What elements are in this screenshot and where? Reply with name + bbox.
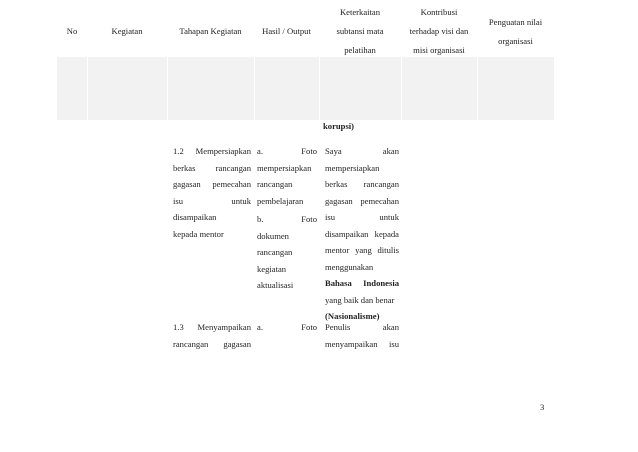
header-keterkaitan [319, 0, 401, 63]
row1-hasil-line: mempersiapkan [257, 162, 312, 173]
row1-tahapan-line: gagasan pemecahan [173, 179, 251, 189]
header-kontribusi-line1: Kontribusi [420, 7, 458, 17]
header-penguatan-line2: organisasi [498, 35, 533, 46]
row1-keterkaitan-bold: Bahasa Indonesia [325, 278, 399, 288]
header-tahapan [167, 0, 254, 63]
row1-hasil-a [257, 143, 317, 209]
row2-tahapan-line: 1.3 Menyampaikan [173, 322, 251, 332]
row1-tahapan-line: kepada mentor [173, 228, 224, 239]
row2-keterkaitan [325, 319, 399, 352]
row1-keterkaitan-line: mentor yang ditulis [325, 245, 399, 255]
row1-hasil-line: aktualisasi [257, 280, 294, 290]
header-divider [319, 57, 320, 120]
row2-keterkaitan-line: menyampaikan isu [325, 338, 399, 349]
header-divider [401, 57, 402, 120]
header-penguatan-line1: Penguatan nilai [488, 16, 543, 27]
row1-hasil-line: pembelajaran [257, 195, 304, 206]
header-divider [167, 57, 168, 120]
header-divider [87, 57, 88, 120]
header-kontribusi-line3: misi organisasi [413, 45, 465, 55]
row1-keterkaitan-line: berkas rancangan [325, 179, 399, 189]
header-penguatan [477, 0, 554, 63]
row1-hasil-line: kegiatan [257, 263, 287, 274]
row1-tahapan-line: 1.2 Mempersiapkan [173, 146, 251, 156]
header-divider [477, 57, 478, 120]
row2-tahapan [173, 319, 251, 352]
row2-tahapan-line: rancangan gagasan [173, 338, 251, 349]
row1-keterkaitan-line: isu untuk [325, 212, 399, 222]
header-divider [254, 57, 255, 120]
page-number: 3 [540, 402, 545, 412]
row1-keterkaitan-value: (Nasionalisme) [325, 311, 380, 321]
header-keterkaitan-line3: pelatihan [344, 45, 376, 55]
row2-hasil-a [257, 319, 317, 336]
row1-keterkaitan-line: menggunakan [325, 261, 374, 272]
row1-keterkaitan-line: Saya akan [325, 146, 399, 156]
header-no-label: No [66, 26, 78, 36]
header-kegiatan [87, 0, 167, 63]
row1-tahapan [173, 143, 251, 242]
row1-keterkaitan [325, 143, 399, 325]
header-tahapan-label: Tahapan Kegiatan [179, 26, 242, 36]
header-no [57, 0, 87, 63]
header-kontribusi [401, 0, 477, 63]
row1-tahapan-line: disampaikan [173, 212, 217, 222]
row1-hasil-line: a. Foto [257, 146, 317, 156]
header-kegiatan-label: Kegiatan [111, 26, 143, 36]
row1-keterkaitan-line: yang baik dan benar [325, 294, 395, 305]
row1-hasil-line: rancangan [257, 247, 293, 257]
header-keterkaitan-line2: subtansi mata [336, 26, 384, 36]
header-hasil [254, 0, 319, 63]
row1-keterkaitan-line: gagasan pemecahan [325, 195, 399, 206]
row1-hasil-line: b. Foto [257, 214, 317, 224]
header-keterkaitan-line1: Keterkaitan [339, 7, 381, 17]
row2-hasil-line: a. Foto [257, 322, 317, 332]
table-header [57, 57, 554, 120]
row1-tahapan-line: isu untuk [173, 195, 251, 206]
row1-keterkaitan-line: disampaikan kepada [325, 228, 399, 239]
row2-keterkaitan-line: Penulis akan [325, 322, 399, 332]
row0-keterkaitan-tail: korupsi) [323, 121, 355, 131]
row1-hasil-b [257, 211, 317, 294]
row1-keterkaitan-line: mempersiapkan [325, 162, 380, 173]
row1-tahapan-line: berkas rancangan [173, 162, 251, 173]
header-hasil-label: Hasil / Output [262, 26, 311, 36]
row1-hasil-line: rancangan [257, 179, 293, 189]
row1-hasil-line: dokumen [257, 230, 289, 241]
header-kontribusi-line2: terhadap visi dan [409, 26, 469, 36]
